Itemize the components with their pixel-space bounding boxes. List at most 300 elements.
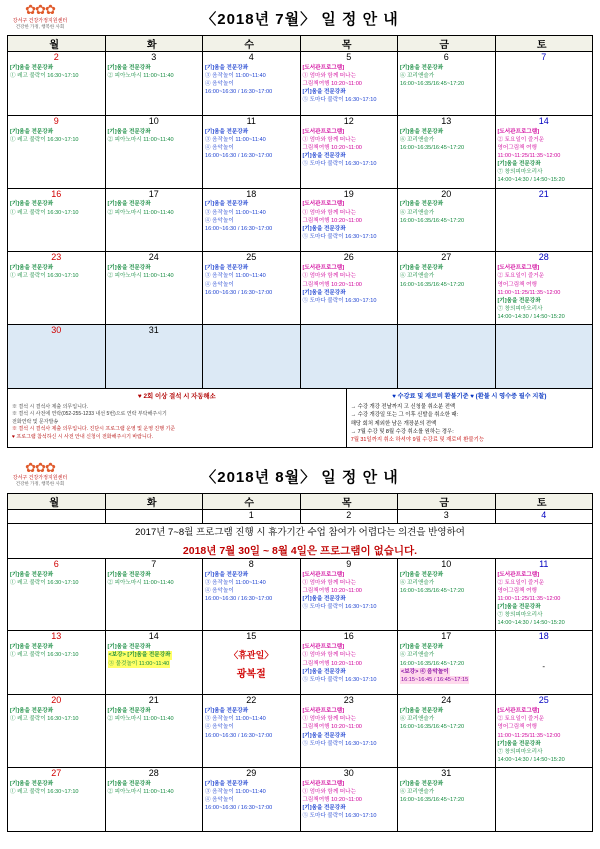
calendar-cell[interactable]: [495, 188, 593, 252]
event-item: ④ 음악놀이: [205, 217, 234, 224]
calendar-cell[interactable]: [300, 768, 398, 832]
day-number: 24: [441, 695, 452, 706]
weekday-2: 수: [203, 36, 301, 52]
event-item: [도서관프로그램]: [302, 128, 345, 135]
calendar-cell[interactable]: [300, 558, 398, 631]
day-events: [106, 199, 203, 251]
calendar-cell[interactable]: [105, 768, 203, 832]
event-item: 영어그림책 여행: [497, 281, 537, 288]
day-events: [106, 779, 203, 831]
event-item: [기]움을 전문강좌: [205, 64, 249, 71]
day-events: [398, 326, 495, 378]
day-events: [203, 127, 300, 179]
event-item: ① 레고 불락이 16:30~17:10: [10, 652, 79, 659]
event-item: ② 토요일이 즐거운: [497, 136, 545, 143]
day-number: 24: [148, 252, 159, 263]
event-item: 16:00~16:35/16:45~17:20: [400, 217, 465, 224]
day-number: 23: [343, 695, 354, 706]
weekday-5: 토: [495, 36, 593, 52]
day-number: 25: [246, 252, 257, 263]
day-number: 26: [343, 252, 354, 263]
day-number: 14: [148, 631, 159, 642]
calendar-cell[interactable]: [8, 631, 106, 695]
day-number: 6: [53, 558, 59, 569]
event-item: 영어그림책 여행: [497, 587, 537, 594]
calendar-cell[interactable]: [300, 115, 398, 188]
day-number: 27: [51, 768, 62, 779]
day-number: 11: [539, 558, 549, 569]
event-item: [기]움을 전문강좌: [205, 708, 249, 715]
event-item: 16:00~16:35/16:45~17:20: [400, 797, 465, 804]
calendar-cell[interactable]: [495, 52, 593, 116]
notes-right-line: → 수강 개강일 또는 그 이후 신발을 취소한 때:: [350, 412, 459, 419]
page-title-august: 〈2018년 8월〉 일 정 안 내: [201, 468, 399, 486]
day-events: [203, 326, 300, 378]
day-events: [203, 706, 300, 758]
day-number: 8: [248, 558, 254, 569]
calendar-cell[interactable]: [105, 695, 203, 768]
event-item: [기]움을 전문강좌: [205, 780, 249, 787]
logo-flower-icon-2: ✿✿✿: [25, 459, 55, 475]
event-item: [기]움을 전문강좌: [107, 708, 151, 715]
day-events: [496, 706, 593, 767]
event-item: ⑥ 꼬리앤슬가: [400, 273, 435, 280]
calendar-cell[interactable]: [203, 558, 301, 631]
weekday-0: 월: [8, 493, 106, 509]
event-item: ⑥ 꼬리앤슬가: [400, 136, 435, 143]
day-events: [398, 127, 495, 179]
day-events: [203, 199, 300, 251]
event-item: ① 레고 불락이 16:30~17:10: [10, 209, 79, 216]
day-events: [203, 63, 300, 115]
event-item: ⑤ 도마다 불락이 16:30~17:10: [302, 97, 377, 104]
event-item: [기]움을 전문강좌: [400, 708, 444, 715]
event-item: 14:00~14:30 / 14:50~15:20: [497, 756, 565, 763]
weekday-4: 금: [398, 493, 496, 509]
day-number: 30: [51, 325, 62, 336]
day-number: 27: [441, 252, 452, 263]
event-item: 16:00~16:30 / 16:30~17:00: [205, 289, 273, 296]
event-item: [기]움을 전문강좌: [10, 201, 54, 208]
calendar-cell[interactable]: [398, 52, 496, 116]
logo-tagline: 건강한 가정, 행복한 사회: [15, 23, 65, 29]
announcement-banner: [8, 523, 593, 558]
calendar-cell[interactable]: [105, 558, 203, 631]
notes-left-line: ※ 결석 시 결석사 제출 의무입니다.: [12, 403, 89, 410]
event-item: [기]움을 전문강좌: [107, 265, 151, 272]
day-number: 2: [346, 509, 352, 520]
event-item: ① 엄마와 함께 떠나는: [302, 273, 356, 280]
event-item: [기]움을 전문강좌: [107, 644, 151, 651]
event-item: [기]움을 전문강좌: [302, 596, 346, 603]
calendar-cell[interactable]: [398, 768, 496, 832]
event-item: [기]움을 전문강좌: [400, 780, 444, 787]
weekday-1: 화: [105, 36, 203, 52]
event-item: [도서관프로그램]: [497, 128, 540, 135]
event-item: [기]움을 전문강좌: [10, 571, 54, 578]
week-row: [8, 188, 593, 252]
event-item: ① 엄마와 함께 떠나는: [302, 209, 356, 216]
day-number: 5: [346, 52, 352, 62]
event-item: ② 토요일이 즐거운: [497, 273, 545, 280]
event-item: [기]움을 전문강좌: [205, 201, 249, 208]
day-number: 9: [346, 558, 352, 569]
event-item: [기]움을 전문강좌: [497, 297, 541, 304]
week-row: [8, 252, 593, 325]
day-number: 22: [246, 695, 257, 706]
event-item: ④ 음악놀이: [205, 145, 234, 151]
event-item: [기]움을 전문강좌: [400, 201, 444, 208]
week-row: [8, 115, 593, 188]
empty-marker: -: [542, 662, 546, 672]
day-events: [496, 769, 593, 821]
calendar-cell[interactable]: [300, 52, 398, 116]
day-events: [301, 199, 398, 251]
calendar-cell[interactable]: [8, 188, 106, 252]
weekday-3: 목: [300, 36, 398, 52]
event-item: [기]움을 전문강좌: [302, 732, 346, 739]
calendar-cell[interactable]: [203, 188, 301, 252]
notes-right-line: 해당 회처 제외한 남은 개장분의 전액: [350, 420, 437, 427]
event-item: ③ 음작놀이 11:00~11:40: [205, 136, 266, 143]
event-item: [기]움을 전문강좌: [107, 64, 151, 71]
day-number: 25: [538, 695, 549, 706]
weekday-5: 토: [495, 493, 593, 509]
calendar-cell[interactable]: [203, 52, 301, 116]
day-events: [8, 127, 105, 179]
event-item: [기]움을 전문강좌: [107, 780, 151, 787]
event-item: 그림책여행 10:20~11:00: [302, 660, 362, 667]
day-number: 20: [441, 188, 452, 199]
day-events: [496, 642, 593, 694]
event-item: ① 엄마와 함께 떠나는: [302, 716, 356, 723]
day-events: [106, 263, 203, 315]
event-item: ④ 음악놀이: [205, 797, 234, 804]
day-number: 31: [148, 325, 159, 336]
event-item: ① 레고 불락이 16:30~17:10: [10, 579, 79, 586]
event-item: ⑤ 도마다 불락이 16:30~17:10: [302, 813, 377, 820]
day-number: 30: [343, 768, 354, 779]
calendar-cell[interactable]: [203, 115, 301, 188]
event-item: [기]움을 전문강좌: [107, 201, 151, 208]
weekday-0: 월: [8, 36, 106, 52]
calendar-cell[interactable]: [398, 509, 496, 523]
calendar-cell[interactable]: [398, 252, 496, 325]
calendar-cell[interactable]: [495, 115, 593, 188]
event-item: [기]움을 전문강좌: [10, 64, 54, 71]
calendar-cell[interactable]: [8, 509, 106, 523]
page-title-july: 〈2018년 7월〉 일 정 안 내: [201, 11, 399, 28]
event-item: ⑤ 도마다 불락이 16:30~17:10: [302, 233, 377, 240]
calendar-cell[interactable]: [105, 325, 203, 389]
calendar-cell[interactable]: [203, 252, 301, 325]
event-item: ⑥ 꼬리앤슬가: [400, 579, 435, 586]
event-item: [기]움을 전문강좌: [302, 153, 346, 160]
day-number: 21: [538, 188, 549, 199]
event-item: ② 피아노마시 11:00~11:40: [107, 273, 174, 280]
calendar-cell[interactable]: [105, 52, 203, 116]
day-events: [203, 642, 300, 694]
event-item: [기]움을 전문강좌: [497, 740, 541, 747]
day-events: [301, 779, 398, 831]
day-number: 19: [343, 188, 354, 199]
event-item: 그림책여행 10:20~11:00: [302, 587, 362, 594]
calendar-cell[interactable]: [8, 252, 106, 325]
event-item: ① 레고 불락이 16:30~17:10: [10, 73, 79, 79]
event-item: 16:00~16:35/16:45~17:20: [400, 660, 465, 667]
calendar-august: [0, 458, 600, 832]
calendar-cell[interactable]: [8, 558, 106, 631]
calendar-cell[interactable]: [495, 558, 593, 631]
day-number: 31: [441, 768, 452, 779]
event-item: ① 레고 불락이 16:30~17:10: [10, 273, 79, 280]
logo-name: 강서구 건강가정지원센터: [12, 17, 68, 24]
calendar-cell[interactable]: [495, 252, 593, 325]
day-number: [8, 510, 105, 511]
event-item: 16:00~16:30 / 16:30~17:00: [205, 732, 273, 739]
calendar-cell[interactable]: [300, 188, 398, 252]
event-item: 그림책여행 10:20~11:00: [302, 145, 362, 151]
event-item: 그림책여행 10:20~11:00: [302, 724, 362, 731]
day-number: 17: [441, 631, 452, 642]
calendar-cell[interactable]: [8, 325, 106, 389]
event-item: ① 엄마와 함께 떠나는: [302, 789, 356, 796]
day-events: [8, 642, 105, 694]
calendar-cell[interactable]: [105, 115, 203, 188]
day-number: 14: [538, 115, 549, 126]
calendar-cell[interactable]: [300, 631, 398, 695]
day-number: 6: [443, 52, 449, 62]
calendar-cell[interactable]: [398, 325, 496, 389]
event-item: ③ 음작놀이 11:00~11:40: [205, 73, 266, 79]
event-item: ① 레고 불락이 16:30~17:10: [10, 716, 79, 723]
notes-left: [8, 389, 347, 447]
event-item: ⑦ 창의피마오리사: [497, 748, 543, 755]
day-number: 17: [148, 188, 159, 199]
calendar-cell[interactable]: [398, 115, 496, 188]
event-item: [기]움을 전문강좌: [205, 265, 249, 272]
day-events: [8, 706, 105, 758]
event-item: 그림책여행 10:20~11:00: [302, 217, 362, 224]
day-number: 16: [343, 631, 354, 642]
event-item: [기]움을 전문강좌: [205, 571, 249, 578]
calendar-cell[interactable]: [105, 509, 203, 523]
calendar-cell[interactable]: [8, 695, 106, 768]
day-number: 12: [343, 115, 354, 126]
notes-row: [8, 388, 593, 447]
event-item: [기]움을 전문강좌: [302, 805, 346, 812]
event-item: 영어그림책 여행: [497, 724, 537, 731]
week-row: [8, 52, 593, 116]
calendar-cell[interactable]: [8, 768, 106, 832]
event-item: 16:00~16:35/16:45~17:20: [400, 587, 465, 594]
event-item: 11:00~11:25/11:35~12:00: [497, 289, 561, 296]
calendar-cell[interactable]: [105, 252, 203, 325]
day-number: [106, 510, 203, 511]
event-item: [기]움을 전문강좌: [400, 128, 444, 135]
calendar-cell[interactable]: [8, 52, 106, 116]
calendar-cell[interactable]: [300, 695, 398, 768]
event-item: ① 레고 불락이 16:30~17:10: [10, 136, 79, 143]
center-logo-2: [8, 460, 72, 486]
event-item: ⑤ 도마다 불락이 16:30~17:10: [302, 297, 377, 304]
event-item: 16:00~16:35/16:45~17:20: [400, 724, 465, 731]
day-events: [106, 642, 203, 694]
calendar-cell[interactable]: [105, 188, 203, 252]
event-item: 16:00~16:30 / 16:30~17:00: [205, 805, 273, 812]
event-item: ② 피아노마시 11:00~11:40: [107, 136, 174, 143]
day-events: [496, 570, 593, 631]
calendar-cell[interactable]: [398, 558, 496, 631]
event-item: ⑥ 꼬리앤슬가: [400, 209, 435, 216]
calendar-cell[interactable]: [300, 325, 398, 389]
day-events: [8, 63, 105, 115]
holiday-label: 〈휴관일〉: [229, 650, 274, 661]
event-item: [도서관프로그램]: [497, 265, 540, 272]
event-item: [도서관프로그램]: [302, 64, 345, 71]
event-item: ⑤ 도마다 불락이 16:30~17:10: [302, 161, 377, 168]
week-row: [8, 325, 593, 389]
day-number: 28: [538, 252, 549, 263]
calendar-cell[interactable]: [495, 631, 593, 695]
week-row: [8, 695, 593, 768]
notes-right-line: → 7월 수강 및 8월 수강 취소를 원하는 경우:: [350, 428, 454, 435]
day-number: 10: [441, 558, 452, 569]
event-item: [도서관프로그램]: [302, 708, 345, 715]
event-item: [도서관프로그램]: [302, 644, 345, 651]
event-item: ⑦ 창의피마오리사: [497, 612, 543, 619]
event-item: 14:00~14:30 / 14:50~15:20: [497, 620, 565, 627]
calendar-cell[interactable]: [398, 695, 496, 768]
day-events: [496, 199, 593, 251]
weekday-2: 수: [203, 493, 301, 509]
event-item: ① 엄마와 함께 떠나는: [302, 73, 356, 79]
event-item: [기]움을 전문강좌: [400, 571, 444, 578]
banner-line-2: 2018년 7월 30일 ~ 8월 4일은 프로그램이 없습니다.: [182, 544, 418, 557]
calendar-cell[interactable]: [105, 631, 203, 695]
event-item: <보강> ④ 음악놀이: [401, 668, 449, 675]
event-item: [기]움을 전문강좌: [497, 604, 541, 611]
calendar-cell[interactable]: [398, 631, 496, 695]
day-events: [301, 263, 398, 315]
day-number: 10: [148, 115, 159, 126]
event-item: [기]움을 전문강좌: [10, 265, 54, 272]
day-events: [8, 336, 105, 388]
event-item: [기]움을 전문강좌: [10, 128, 54, 135]
event-item: 그림책여행 10:20~11:00: [302, 281, 362, 288]
event-item: 16:00~16:35/16:45~17:20: [400, 145, 465, 151]
calendar-table-august: [7, 493, 593, 832]
week-row: [8, 558, 593, 631]
event-item: ③ 음작놀이 11:00~11:40: [205, 789, 266, 796]
week-row: [8, 631, 593, 695]
day-events: [301, 642, 398, 694]
event-item: [도서관프로그램]: [497, 571, 540, 578]
event-item: ⑤ 도마다 불락이 16:30~17:10: [302, 740, 377, 747]
day-events: [301, 570, 398, 622]
week-row: [8, 768, 593, 832]
event-item: ② 피아노마시 11:00~11:40: [107, 579, 174, 586]
calendar-cell[interactable]: [203, 631, 301, 695]
notes-left-title: ♥ 2회 이상 결석 시 자동해소: [137, 392, 216, 400]
event-item: [기]움을 전문강좌: [10, 780, 54, 787]
event-item: [기]움을 전문강좌: [400, 64, 444, 71]
event-item: ③ 음작놀이 11:00~11:40: [205, 273, 266, 280]
day-events: [8, 199, 105, 251]
event-item: ① 엄마와 함께 떠나는: [302, 652, 356, 659]
event-item: [도서관프로그램]: [302, 780, 345, 787]
calendar-cell[interactable]: [300, 252, 398, 325]
event-item: ③ 음작놀이 11:00~11:40: [205, 579, 266, 586]
calendar-cell[interactable]: [495, 768, 593, 832]
calendar-cell[interactable]: [300, 509, 398, 523]
day-events: [398, 63, 495, 115]
event-item: [기]움을 전문강좌: [107, 571, 151, 578]
calendar-cell[interactable]: [203, 768, 301, 832]
notes-cell: [8, 388, 593, 447]
event-item: ⑥ 꼬리앤슬가: [400, 716, 435, 723]
event-item: ⑦ 창의피마오리사: [497, 305, 543, 312]
day-events: [301, 63, 398, 115]
event-item: ② 피아노마시 11:00~11:40: [107, 209, 174, 216]
event-item: 16:00~16:30 / 16:30~17:00: [205, 225, 273, 232]
day-number: 13: [441, 115, 452, 126]
calendar-cell[interactable]: [495, 509, 593, 523]
notes-left-line: ※ 결석 시 사전에 연락(052-255-1233 내선 5번)으로 연락 부탁해주시기: [12, 411, 167, 418]
event-item: [기]움을 전문강좌: [302, 225, 346, 232]
event-item: ④ 음악놀이: [205, 724, 234, 731]
day-events: [106, 706, 203, 758]
banner-line-1: 2017년 7~8월 프로그램 진행 시 휴가기간 수업 참여가 어렵다는 의견을 반영하여: [135, 526, 465, 538]
day-events: [496, 326, 593, 378]
event-item: 11:00~11:25/11:35~12:00: [497, 732, 561, 739]
calendar-table-july: [7, 35, 593, 448]
day-number: 16: [51, 188, 62, 199]
calendar-cell[interactable]: [398, 188, 496, 252]
calendar-cell[interactable]: [495, 325, 593, 389]
event-item: ① 엄마와 함께 떠나는: [302, 136, 356, 143]
week-row-partial: [8, 509, 593, 523]
event-item: 11:00~11:25/11:35~12:00: [497, 596, 561, 603]
event-item: 11:00~11:25/11:35~12:00: [497, 153, 561, 160]
event-item: [기]움을 전문강좌: [400, 644, 444, 651]
event-item: [기]움을 전문강좌: [497, 161, 541, 168]
weekday-3: 목: [300, 493, 398, 509]
weekday-4: 금: [398, 36, 496, 52]
calendar-cell[interactable]: [203, 509, 301, 523]
calendar-cell[interactable]: [203, 695, 301, 768]
day-number: 4: [541, 509, 547, 520]
day-events: [398, 263, 495, 315]
day-number: 4: [248, 52, 254, 62]
event-item: 그림책여행 10:20~11:00: [302, 81, 362, 88]
notes-left-contact: 전화연락 및 문자발송: [12, 418, 59, 425]
day-events: [106, 63, 203, 115]
day-number: 11: [246, 115, 256, 126]
event-item: ② 피아노마시 11:00~11:40: [107, 73, 174, 79]
calendar-cell[interactable]: [203, 325, 301, 389]
day-events: [106, 127, 203, 179]
event-item: ④ 음악놀이: [205, 81, 234, 88]
event-item: ⑤ 도마다 불락이 16:30~17:10: [302, 604, 377, 611]
day-events: [398, 706, 495, 758]
day-number: 2: [53, 52, 59, 62]
event-item: 16:00~16:30 / 16:30~17:00: [205, 89, 273, 96]
calendar-cell[interactable]: [8, 115, 106, 188]
notes-right-title: ♥ 수강료 및 재로비 환불기준 ♥ (환불 시 영수증 필수 지찰): [392, 392, 547, 400]
event-item: [기]움을 전문강좌: [205, 128, 249, 135]
calendar-cell[interactable]: [495, 695, 593, 768]
